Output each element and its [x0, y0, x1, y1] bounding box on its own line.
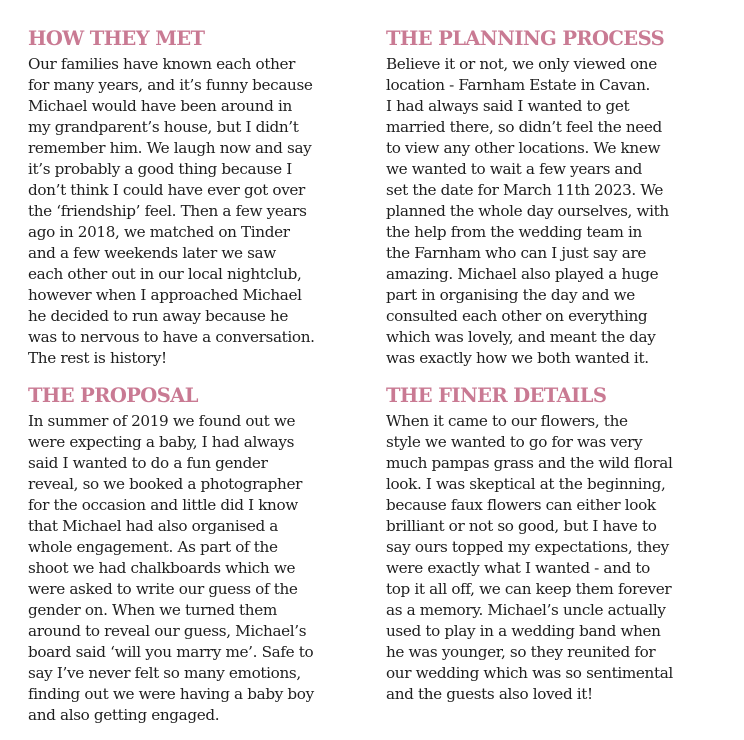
right-column: [386, 26, 726, 719]
text-line: which was lovely, and meant the day: [386, 328, 656, 346]
section-how-they-met: [28, 26, 368, 369]
text-line: that Michael had also organised a: [28, 517, 279, 535]
text-line: my grandparent’s house, but I didn’t: [28, 118, 299, 136]
text-line: say ours topped my expectations, they: [386, 538, 669, 556]
text-line: were exactly what I wanted - and to: [386, 559, 650, 577]
text-line: When it came to our flowers, the: [386, 412, 628, 430]
text-line: the ‘friendship’ feel. Then a few years: [28, 202, 307, 220]
text-line: we wanted to wait a few years and: [386, 160, 643, 178]
text-line: Our families have known each other: [28, 55, 296, 73]
text-line: around to reveal our guess, Michael’s: [28, 622, 307, 640]
section-heading: THE PROPOSAL: [28, 384, 198, 407]
text-line: planned the whole day ourselves, with: [386, 202, 669, 220]
section-body: [28, 54, 368, 369]
text-line: married there, so didn’t feel the need: [386, 118, 662, 136]
text-line: The rest is history!: [28, 349, 167, 367]
text-line: to view any other locations. We knew: [386, 139, 661, 157]
text-line: Believe it or not, we only viewed one: [386, 55, 657, 73]
section-heading: THE FINER DETAILS: [386, 384, 607, 407]
text-line: shoot we had chalkboards which we: [28, 559, 296, 577]
text-line: set the date for March 11th 2023. We: [386, 181, 664, 199]
text-line: say I’ve never felt so many emotions,: [28, 664, 301, 682]
left-column: [28, 26, 368, 740]
text-line: he was younger, so they reunited for: [386, 643, 656, 661]
text-line: don’t think I could have ever got over: [28, 181, 305, 199]
text-line: look. I was skeptical at the beginning,: [386, 475, 666, 493]
section-body: [386, 411, 726, 705]
text-line: gender on. When we turned them: [28, 601, 277, 619]
text-line: whole engagement. As part of the: [28, 538, 278, 556]
text-line: reveal, so we booked a photographer: [28, 475, 303, 493]
text-line: our wedding which was so sentimental: [386, 664, 673, 682]
text-line: he decided to run away because he: [28, 307, 289, 325]
text-line: and the guests also loved it!: [386, 685, 593, 703]
text-line: amazing. Michael also played a huge: [386, 265, 659, 283]
text-line: were expecting a baby, I had always: [28, 433, 295, 451]
text-line: much pampas grass and the wild floral: [386, 454, 673, 472]
text-line: ago in 2018, we matched on Tinder: [28, 223, 290, 241]
text-line: said I wanted to do a fun gender: [28, 454, 268, 472]
text-line: Michael would have been around in: [28, 97, 292, 115]
text-line: and a few weekends later we saw: [28, 244, 276, 262]
text-line: because faux flowers can either look: [386, 496, 656, 514]
text-line: remember him. We laugh now and say: [28, 139, 312, 157]
section-body: [28, 411, 368, 726]
text-line: as a memory. Michael’s uncle actually: [386, 601, 666, 619]
text-line: was exactly how we both wanted it.: [386, 349, 649, 367]
section-heading: THE PLANNING PROCESS: [386, 27, 665, 50]
text-line: part in organising the day and we: [386, 286, 635, 304]
text-line: I had always said I wanted to get: [386, 97, 630, 115]
text-line: used to play in a wedding band when: [386, 622, 661, 640]
text-line: location - Farnham Estate in Cavan.: [386, 76, 650, 94]
text-line: and also getting engaged.: [28, 706, 220, 724]
text-line: style we wanted to go for was very: [386, 433, 643, 451]
text-line: the Farnham who can I just say are: [386, 244, 646, 262]
text-line: each other out in our local nightclub,: [28, 265, 302, 283]
section-the-proposal: [28, 383, 368, 726]
section-body: [386, 54, 726, 369]
text-line: was to nervous to have a conversation.: [28, 328, 315, 346]
section-the-finer-details: [386, 383, 726, 705]
text-line: board said ‘will you marry me’. Safe to: [28, 643, 314, 661]
section-the-planning-process: [386, 26, 726, 369]
text-line: In summer of 2019 we found out we: [28, 412, 296, 430]
text-line: were asked to write our guess of the: [28, 580, 298, 598]
text-line: for many years, and it’s funny because: [28, 76, 313, 94]
text-line: however when I approached Michael: [28, 286, 302, 304]
text-line: the help from the wedding team in: [386, 223, 642, 241]
text-line: finding out we were having a baby boy: [28, 685, 314, 703]
text-line: for the occasion and little did I know: [28, 496, 298, 514]
text-line: consulted each other on everything: [386, 307, 648, 325]
text-line: top it all off, we can keep them forever: [386, 580, 672, 598]
text-line: it’s probably a good thing because I: [28, 160, 292, 178]
section-heading: HOW THEY MET: [28, 27, 205, 50]
text-line: brilliant or not so good, but I have to: [386, 517, 657, 535]
